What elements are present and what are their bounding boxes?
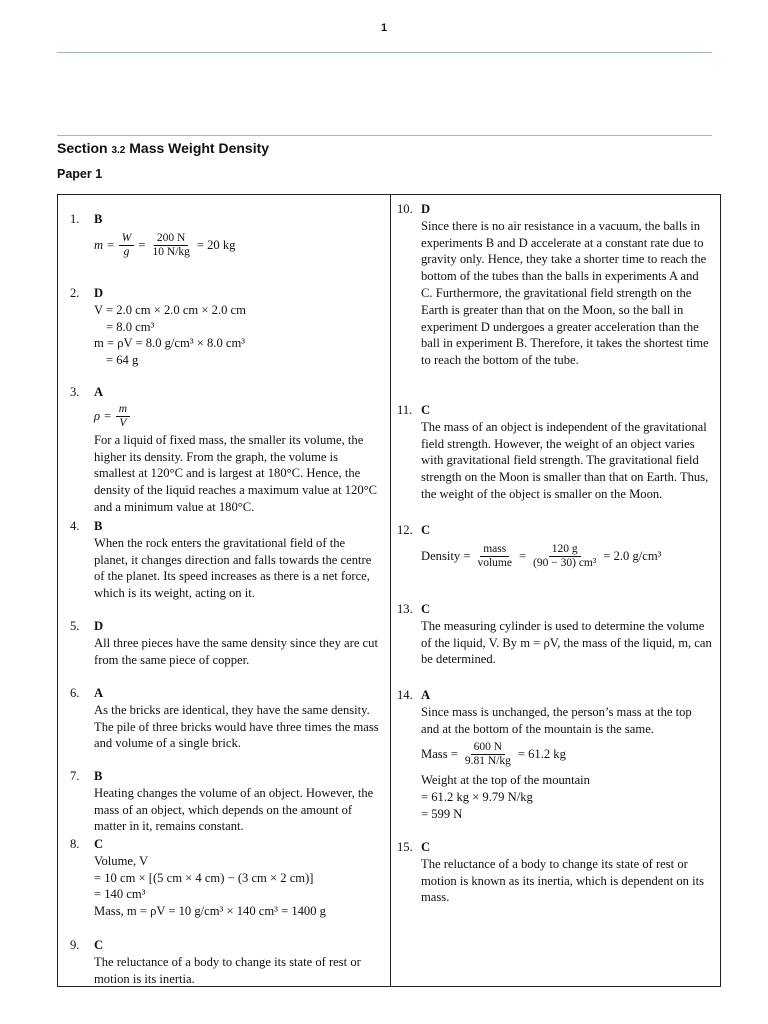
answer-3: 3. A ρ = $\frac{m}{V}$ For a liquid of fixed mass, the smaller its volume, the higher its density. From the graph, the volume is smallest at 120°C and is largest at 180°C. Hence, the density of the liquid reaches a maximum value at 120°C and a minimum value at 180°C.: [70, 385, 378, 514]
answer-9: 9. C The reluctance of a body to change its state of rest or motion is its inertia.: [70, 938, 361, 986]
header-rule: [57, 52, 712, 53]
answer-12: 12. C Density = $\frac{\text{mass}}{\text{volume}}$ = $\frac{120 g}{\text{(90 − 30) cm³}}$ = 2.0 g/cm³: [397, 523, 662, 569]
section-title: Section 3.2 Mass Weight Density: [57, 140, 270, 156]
column-divider: [390, 194, 391, 987]
page-number: 1: [380, 22, 388, 34]
q12-equation: Density = $\frac{\text{mass}}{\text{volume}}$ = $\frac{120 g}{\text{(90 − 30) cm³}}$ = 2.0 g/cm³: [421, 542, 662, 569]
answer-13: 13. C The measuring cylinder is used to determine the volume of the liquid, V. By m = ρV, the mass of the liquid, m, can be determined.: [397, 602, 712, 667]
answer-2: 2. D V = 2.0 cm × 2.0 cm × 2.0 cm = 8.0 cm³ m = ρV = 8.0 g/cm³ × 8.0 cm³ = 64 g: [70, 286, 246, 368]
answer-15: 15. C The reluctance of a body to change its state of rest or motion is known as its inertia, which is dependent on its mass.: [397, 840, 704, 905]
answer-1: 1. B m = $\frac{W}{g}$ = $\frac{200 N}{10 N/kg}$ = 20 kg: [70, 212, 236, 258]
answer-10: 10. D Since there is no air resistance in a vacuum, the balls in experiments B and D accelerate at a constant rate due to gravity only. Hence, they take a shorter time to reach the bottom of the tubes than the balls in experiments A and C. Furthermore, the gravitational field strength on the Earth is greater than that on the Moon, so the ball in experiment D undergoes a greater acceleration than the ball in experiment B. Therefore, it takes the shortest time to reach the bottom of the tube.: [397, 202, 709, 368]
q3-equation: ρ = $\frac{m}{V}$: [94, 403, 130, 430]
answer-8: 8. C Volume, V = 10 cm × [(5 cm × 4 cm) − (3 cm × 2 cm)] = 140 cm³ Mass, m = ρV = 10 g/cm³ × 140 cm³ = 1400 g: [70, 837, 326, 919]
q14-equation: Mass = $\frac{600 N}{9.81 N/kg}$ = 61.2 kg: [421, 741, 566, 768]
q1-equation: m = $\frac{W}{g}$ = $\frac{200 N}{10 N/kg}$ = 20 kg: [94, 231, 236, 258]
paper-label: Paper 1: [57, 167, 103, 181]
answer-6: 6. A As the bricks are identical, they have the same density. The pile of three bricks would have three times the mass and volume of a single brick.: [70, 686, 379, 751]
answer-7: 7. B Heating changes the volume of an object. However, the mass of an object, which depends on the amount of matter in it, remains constant.: [70, 769, 374, 834]
answer-5: 5. D All three pieces have the same density since they are cut from the same piece of copper.: [70, 619, 378, 667]
answer-14: 14. A Since mass is unchanged, the person’s mass at the top and at the bottom of the mountain is the same. Mass = $\frac{600 N}{9.81 N/kg}$ = 61.2 kg Weight at the top of the mountain = 61.2 kg × 9.79 N/kg = 599 N: [397, 688, 692, 821]
answer-4: 4. B When the rock enters the gravitational field of the planet, it changes direction and falls towards the centre of the planet. Its speed increases as there is a net force, which is its weight, acting on it.: [70, 519, 372, 601]
answer-11: 11. C The mass of an object is independent of the gravitational field strength. However, the weight of an object varies with gravitational field strength. The gravitational field strength on the Moon is smaller than that on Earth. Thus, the weight of the object is smaller on the Moon.: [397, 403, 709, 501]
section-rule: [57, 135, 712, 136]
